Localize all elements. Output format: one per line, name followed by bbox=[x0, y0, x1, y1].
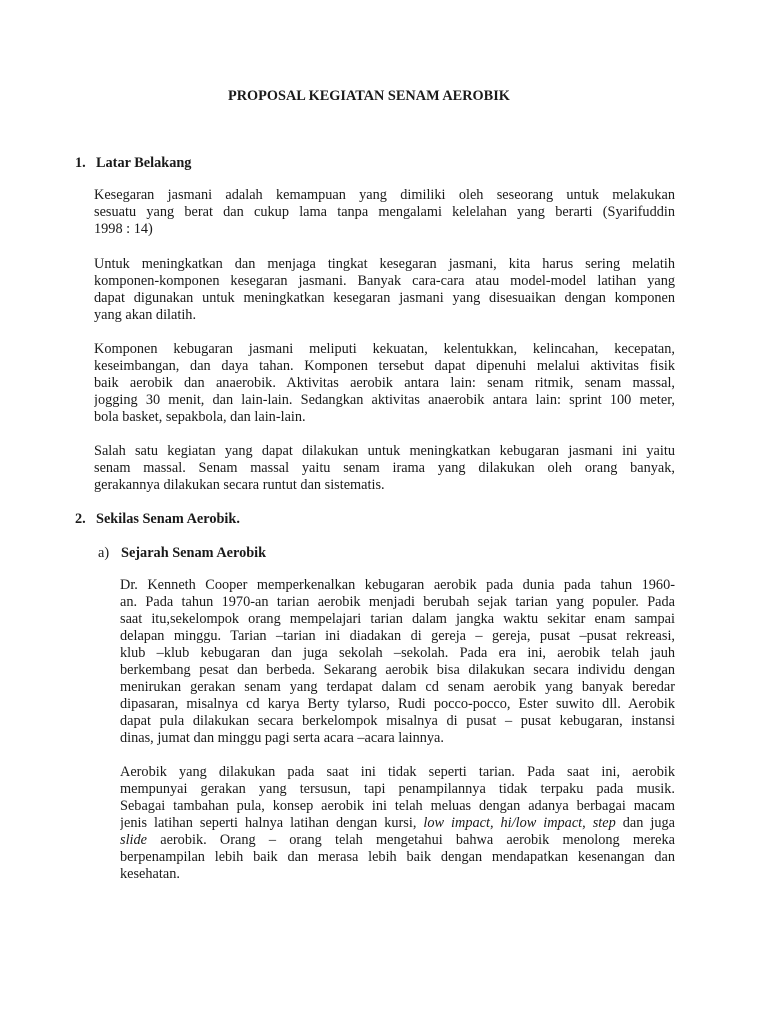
paragraph-line: gerakannya dilakukan secara runtut dan sistematis. bbox=[94, 477, 385, 493]
paragraph-line: berpenampilan lebih baik dan merasa lebih baik dengan mendapatkan kesenangan dan bbox=[120, 849, 675, 865]
paragraph-line: kesehatan. bbox=[120, 866, 180, 882]
paragraph-line: Kesegaran jasmani adalah kemampuan yang dimiliki oleh seseorang untuk melakukan bbox=[94, 187, 675, 203]
paragraph-line: Dr. Kenneth Cooper memperkenalkan kebugaran aerobik pada dunia pada tahun 1960- bbox=[120, 577, 675, 593]
paragraph-line: keseimbangan, dan daya tahan. Komponen tersebut dapat dipenuhi melalui aktivitas fisik bbox=[94, 358, 675, 374]
paragraph-line: bola basket, sepakbola, dan lain-lain. bbox=[94, 409, 306, 425]
paragraph-line: dinas, jumat dan minggu pagi serta acara –acara lainnya. bbox=[120, 730, 444, 746]
paragraph-line: mempunyai gerakan yang tersusun, tapi penampilannya tidak terpaku pada musik. bbox=[120, 781, 675, 797]
paragraph-line: komponen-komponen kesegaran jasmani. Banyak cara-cara atau model-model latihan yang bbox=[94, 273, 675, 289]
paragraph-line: klub –klub kebugaran dan juga sekolah –sekolah. Pada era ini, aerobik telah jauh bbox=[120, 645, 675, 661]
subsection-a-marker: a) bbox=[98, 545, 110, 561]
paragraph-line: Aerobik yang dilakukan pada saat ini tidak seperti tarian. Pada saat ini, aerobik bbox=[120, 764, 675, 780]
text-run: jenis latihan seperti halnya latihan dengan kursi, bbox=[120, 815, 424, 831]
paragraph-line: jogging 30 menit, dan lain-lain. Sedangkan aktivitas anaerobik antara lain: sprint 100 meter, bbox=[94, 392, 675, 408]
paragraph-line: dapat digunakan untuk meningkatkan kesegaran jasmani yang disesuaikan dengan komponen bbox=[94, 290, 675, 306]
paragraph-line: sesuatu yang berat dan cukup lama tanpa mengalami kelelahan yang berarti (Syarifuddin bbox=[94, 204, 675, 220]
paragraph-line bbox=[120, 815, 675, 832]
paragraph-line: delapan minggu. Tarian –tarian ini diadakan di gereja – gereja, pusat –pusat rekreasi, bbox=[120, 628, 675, 644]
paragraph-line: menirukan gerakan senam yang terdapat dalam cd senam aerobik yang banyak beredar bbox=[120, 679, 675, 695]
paragraph-line: 1998 : 14) bbox=[94, 221, 153, 237]
paragraph-line: dipasaran, misalnya cd karya Berty tylarso, Rudi pocco-pocco, Ester suwito dll. Aerobik bbox=[120, 696, 675, 712]
subsection-a-heading: Sejarah Senam Aerobik bbox=[121, 545, 267, 561]
text-run: aerobik. Orang – orang telah mengetahui bahwa aerobik menolong mereka bbox=[147, 832, 675, 848]
paragraph-line: baik aerobik dan anaerobik. Aktivitas aerobik antara lain: senam ritmik, senam massal, bbox=[94, 375, 675, 391]
paragraph-line: Salah satu kegiatan yang dapat dilakukan untuk meningkatkan kebugaran jasmani ini yaitu bbox=[94, 443, 675, 459]
paragraph-line: dapat pula dilakukan secara berkelompok misalnya di pusat – pusat kebugaran, instansi bbox=[120, 713, 675, 729]
text-run: dan juga bbox=[615, 815, 675, 831]
section-2-number: 2. bbox=[75, 511, 86, 527]
paragraph-line: senam massal. Senam massal yaitu senam irama yang dilakukan oleh orang banyak, bbox=[94, 460, 675, 476]
paragraph-line: Untuk meningkatkan dan menjaga tingkat kesegaran jasmani, kita harus sering melatih bbox=[94, 256, 675, 272]
document-title: PROPOSAL KEGIATAN SENAM AEROBIK bbox=[228, 88, 510, 104]
section-1-number: 1. bbox=[75, 155, 86, 171]
paragraph-line bbox=[120, 832, 675, 849]
paragraph-line: yang akan dilatih. bbox=[94, 307, 197, 323]
section-2-heading: Sekilas Senam Aerobik. bbox=[96, 511, 240, 527]
italic-text-run: slide bbox=[120, 832, 148, 848]
italic-text-run: low impact, hi/low impact, step bbox=[423, 815, 616, 831]
paragraph-line: saat itu,sekelompok orang mempelajari tarian dalam jangka waktu sekitar enam sampai bbox=[120, 611, 675, 627]
paragraph-line: berkembang pesat dan berbeda. Sekarang aerobik bisa dilakukan secara individu dengan bbox=[120, 662, 675, 678]
paragraph-line: an. Pada tahun 1970-an tarian aerobik menjadi berubah sejak tarian yang populer. Pada bbox=[120, 594, 675, 610]
paragraph-line: Sebagai tambahan pula, konsep aerobik ini telah meluas dengan adanya berbagai macam bbox=[120, 798, 675, 814]
paragraph-line: Komponen kebugaran jasmani meliputi kekuatan, kelentukkan, kelincahan, kecepatan, bbox=[94, 341, 675, 357]
section-1-heading: Latar Belakang bbox=[96, 155, 192, 171]
